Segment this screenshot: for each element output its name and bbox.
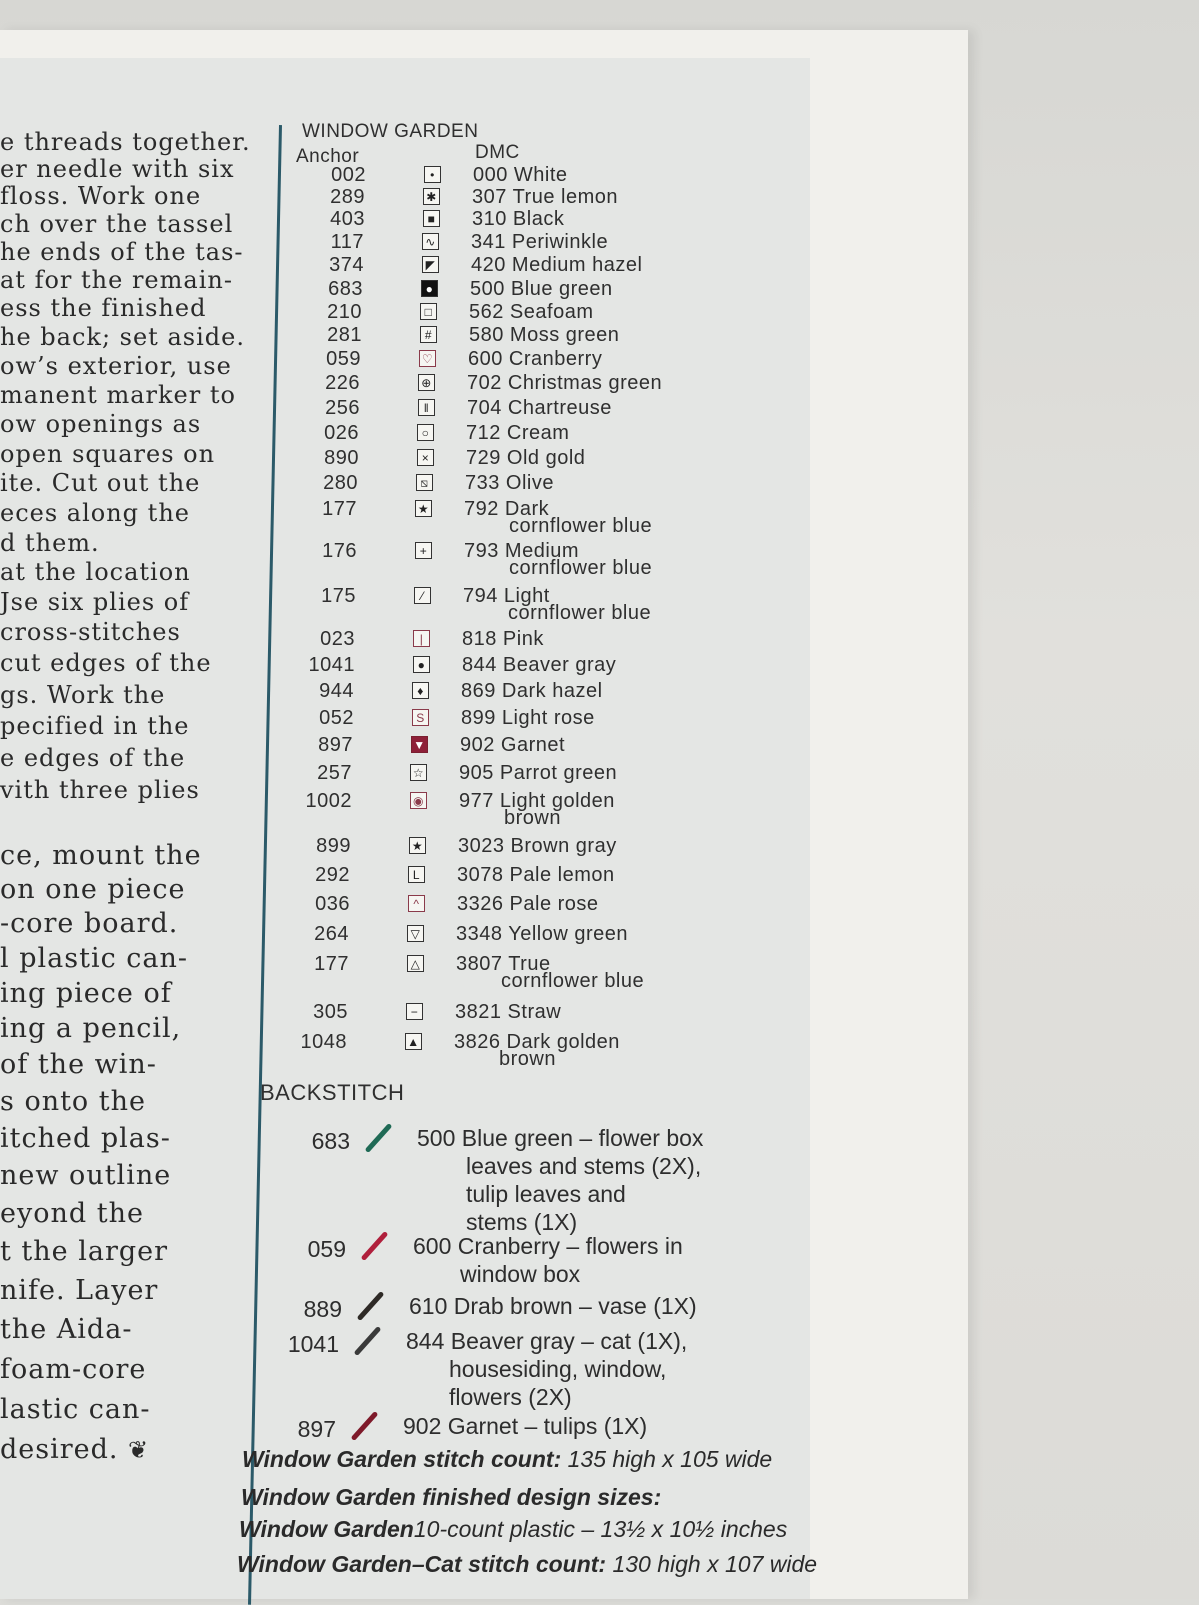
dmc-header: DMC xyxy=(475,142,520,163)
stitch-symbol-icon: ▲ xyxy=(405,1033,422,1050)
anchor-number: 257 xyxy=(317,762,352,784)
instructions-line: ow openings as xyxy=(0,410,202,438)
end-mark-icon: ❦ xyxy=(128,1436,150,1464)
dmc-color-continued: cornflower blue xyxy=(508,602,652,624)
instructions-line: itched plas- xyxy=(0,1123,171,1154)
dmc-color: 712 Cream xyxy=(466,422,570,444)
dmc-color: 902 Garnet xyxy=(460,734,566,756)
instructions-line: open squares on xyxy=(0,440,216,468)
instructions-line: new outline xyxy=(0,1160,172,1191)
instructions-line: Jse six plies of xyxy=(0,588,190,616)
instructions-line: at the location xyxy=(0,558,191,586)
stitch-symbol-icon: ☆ xyxy=(410,764,427,781)
instructions-line: at for the remain- xyxy=(0,266,233,294)
backstitch-anchor: 059 xyxy=(307,1236,346,1262)
anchor-number: 944 xyxy=(319,680,354,702)
anchor-number: 897 xyxy=(318,734,353,756)
anchor-number: 226 xyxy=(325,372,360,394)
instructions-line: ing piece of xyxy=(0,978,172,1009)
instructions-line: he back; set aside. xyxy=(0,323,245,351)
anchor-number: 210 xyxy=(327,301,362,323)
backstitch-text: 902 Garnet – tulips (1X) xyxy=(403,1413,648,1439)
stitch-count-label: Window Garden stitch count: xyxy=(242,1446,562,1472)
dmc-color-continued: cornflower blue xyxy=(509,557,653,579)
anchor-number: 176 xyxy=(322,540,357,562)
stitch-symbol-icon: ♡ xyxy=(419,350,436,367)
dmc-color: 341 Periwinkle xyxy=(471,231,609,253)
stitch-symbol-icon: + xyxy=(415,542,432,559)
dmc-color: 310 Black xyxy=(472,208,565,230)
instructions-line: e edges of the xyxy=(0,744,186,772)
stitch-symbol-icon: ♦ xyxy=(412,682,429,699)
finished-sizes-label: Window Garden finished design sizes: xyxy=(241,1484,662,1510)
finished-sizes-heading xyxy=(241,1484,661,1511)
dmc-color-continued: brown xyxy=(499,1048,556,1070)
backstitch-text: 610 Drab brown – vase (1X) xyxy=(409,1293,697,1319)
backstitch-text: 600 Cranberry – flowers in xyxy=(413,1233,683,1259)
anchor-number: 117 xyxy=(330,231,364,253)
instructions-line: desired. xyxy=(0,1434,119,1465)
anchor-number: 374 xyxy=(329,254,364,276)
dmc-color: 702 Christmas green xyxy=(467,372,663,394)
backstitch-anchor: 889 xyxy=(303,1296,342,1322)
instructions-line: ce, mount the xyxy=(0,840,202,871)
dmc-color: 844 Beaver gray xyxy=(462,654,617,676)
stitch-symbol-icon: △ xyxy=(407,955,424,972)
dmc-color: 3326 Pale rose xyxy=(457,893,599,915)
anchor-number: 1048 xyxy=(300,1031,347,1053)
cat-count-label: Window Garden–Cat stitch count: xyxy=(237,1551,607,1577)
dmc-color: 562 Seafoam xyxy=(469,301,594,323)
stitch-symbol-icon: # xyxy=(420,326,437,343)
instructions-line: ess the finished xyxy=(0,294,207,322)
instructions-line: ow’s exterior, use xyxy=(0,352,232,380)
backstitch-text: 844 Beaver gray – cat (1X), xyxy=(406,1328,688,1354)
dmc-color: 3826 Dark golden xyxy=(454,1031,620,1053)
stitch-symbol-icon: ★ xyxy=(415,500,432,517)
anchor-number: 305 xyxy=(313,1001,348,1023)
dmc-color: 3078 Pale lemon xyxy=(457,864,615,886)
anchor-number: 026 xyxy=(324,422,359,444)
instructions-line: s onto the xyxy=(0,1086,146,1117)
instructions-line: cut edges of the xyxy=(0,649,212,677)
anchor-number: 280 xyxy=(323,472,358,494)
stitch-symbol-icon: ◤ xyxy=(422,256,439,273)
stitch-symbol-icon: ▼ xyxy=(411,736,428,753)
stitch-symbol-icon: − xyxy=(406,1003,423,1020)
stitch-symbol-icon: ⧅ xyxy=(416,474,433,491)
instructions-line: the Aida- xyxy=(0,1314,133,1345)
anchor-number: 264 xyxy=(314,923,349,945)
backstitch-text: flowers (2X) xyxy=(449,1384,572,1410)
anchor-number: 177 xyxy=(322,498,357,520)
dmc-color-continued: cornflower blue xyxy=(501,970,645,992)
anchor-number: 052 xyxy=(319,707,354,729)
instructions-line: eces along the xyxy=(0,499,190,527)
stitch-symbol-icon: ▽ xyxy=(407,925,424,942)
anchor-number: 1002 xyxy=(305,790,352,812)
dmc-color: 793 Medium xyxy=(464,540,580,562)
dmc-color: 977 Light golden xyxy=(459,790,615,812)
dmc-color: 792 Dark xyxy=(464,498,550,520)
instructions-line: ch over the tassel xyxy=(0,210,234,238)
instructions-line: t the larger xyxy=(0,1236,169,1267)
instructions-line: on one piece xyxy=(0,874,186,905)
stitch-symbol-icon: ⊕ xyxy=(418,374,435,391)
instructions-line: gs. Work the xyxy=(0,681,166,709)
stitch-count xyxy=(242,1446,772,1473)
dmc-color: 3821 Straw xyxy=(455,1001,562,1023)
instructions-line: of the win- xyxy=(0,1049,157,1080)
dmc-color-continued: brown xyxy=(504,807,561,829)
stitch-symbol-icon: • xyxy=(424,166,441,183)
dmc-color: 600 Cranberry xyxy=(468,348,603,370)
dmc-color: 307 True lemon xyxy=(472,186,618,208)
anchor-number: 023 xyxy=(320,628,355,650)
key-title: WINDOW GARDEN xyxy=(302,121,479,142)
dmc-color: 704 Chartreuse xyxy=(467,397,612,419)
anchor-header: Anchor xyxy=(296,146,360,167)
backstitch-anchor: 897 xyxy=(297,1416,336,1442)
backstitch-anchor: 1041 xyxy=(287,1331,339,1357)
backstitch-text: tulip leaves and xyxy=(466,1181,626,1207)
dmc-color-continued: cornflower blue xyxy=(509,515,653,537)
instructions-line: e threads together. xyxy=(0,128,251,156)
stitch-symbol-icon: | xyxy=(413,630,430,647)
instructions-line: eyond the xyxy=(0,1198,144,1229)
instructions-line: pecified in the xyxy=(0,712,190,740)
anchor-number: 002 xyxy=(331,164,366,186)
instructions-line: he ends of the tas- xyxy=(0,238,244,266)
backstitch-text: housesiding, window, xyxy=(449,1356,667,1382)
instructions-line: cross-stitches xyxy=(0,618,181,646)
finished-size-line xyxy=(239,1516,787,1543)
cat-count-value: 130 high x 107 wide xyxy=(606,1551,818,1577)
backstitch-title: BACKSTITCH xyxy=(260,1080,405,1105)
dmc-color: 500 Blue green xyxy=(470,278,613,300)
dmc-color: 000 White xyxy=(473,164,568,186)
backstitch-text: stems (1X) xyxy=(466,1209,578,1235)
instructions-line: lastic can- xyxy=(0,1394,151,1425)
instructions-line: ite. Cut out the xyxy=(0,469,201,497)
size-value: 10-count plastic – 13½ x 10½ inches xyxy=(413,1516,788,1542)
stitch-symbol-icon: ‖ xyxy=(418,399,435,416)
instructions-line: nife. Layer xyxy=(0,1275,159,1306)
dmc-color: 3023 Brown gray xyxy=(458,835,617,857)
instructions-line: er needle with six xyxy=(0,155,235,183)
anchor-number: 175 xyxy=(321,585,356,607)
stitch-count-value: 135 high x 105 wide xyxy=(561,1446,773,1472)
dmc-color: 869 Dark hazel xyxy=(461,680,603,702)
stitch-symbol-icon: ★ xyxy=(409,837,426,854)
dmc-color: 899 Light rose xyxy=(461,707,595,729)
anchor-number: 403 xyxy=(330,208,365,230)
instructions-line: foam-core xyxy=(0,1354,147,1385)
anchor-number: 890 xyxy=(324,447,359,469)
anchor-number: 683 xyxy=(328,278,363,300)
dmc-color: 3807 True xyxy=(456,953,551,975)
anchor-number: 899 xyxy=(316,835,351,857)
stitch-symbol-icon: ● xyxy=(421,280,438,297)
anchor-number: 289 xyxy=(330,186,365,208)
instructions-line: vith three plies xyxy=(0,776,200,804)
stitch-symbol-icon: ◉ xyxy=(410,792,427,809)
cat-stitch-count xyxy=(237,1551,817,1578)
instructions-line: -core board. xyxy=(0,908,179,939)
stitch-symbol-icon: ○ xyxy=(417,424,434,441)
stitch-symbol-icon: ✱ xyxy=(423,188,440,205)
anchor-number: 281 xyxy=(327,324,362,346)
size-label: Window Garden xyxy=(239,1516,414,1542)
stitch-symbol-icon: × xyxy=(417,449,434,466)
dmc-color: 905 Parrot green xyxy=(459,762,618,784)
instructions-line: d them. xyxy=(0,529,100,557)
backstitch-text: window box xyxy=(460,1261,581,1287)
dmc-color: 818 Pink xyxy=(462,628,544,650)
instructions-line: ing a pencil, xyxy=(0,1013,182,1044)
backstitch-text: 500 Blue green – flower box xyxy=(417,1125,704,1151)
stitch-symbol-icon: ^ xyxy=(408,895,425,912)
anchor-number: 036 xyxy=(315,893,350,915)
stitch-symbol-icon: □ xyxy=(420,303,437,320)
instructions-line: floss. Work one xyxy=(0,182,202,210)
anchor-number: 059 xyxy=(326,348,361,370)
dmc-color: 733 Olive xyxy=(465,472,554,494)
stitch-symbol-icon: ∿ xyxy=(422,233,439,250)
dmc-color: 3348 Yellow green xyxy=(456,923,628,945)
stitch-symbol-icon: ⁄ xyxy=(414,587,431,604)
stitch-symbol-icon: ● xyxy=(413,656,430,673)
dmc-color: 794 Light xyxy=(463,585,550,607)
dmc-color: 580 Moss green xyxy=(469,324,620,346)
instructions-line: l plastic can- xyxy=(0,943,189,974)
stitch-symbol-icon: S xyxy=(412,709,429,726)
dmc-color: 420 Medium hazel xyxy=(471,254,643,276)
dmc-color: 729 Old gold xyxy=(466,447,586,469)
stitch-symbol-icon: ■ xyxy=(423,210,440,227)
anchor-number: 292 xyxy=(315,864,350,886)
anchor-number: 177 xyxy=(314,953,349,975)
backstitch-anchor: 683 xyxy=(311,1128,350,1154)
anchor-number: 256 xyxy=(325,397,360,419)
anchor-number: 1041 xyxy=(308,654,355,676)
backstitch-text: leaves and stems (2X), xyxy=(466,1153,702,1179)
stitch-symbol-icon: L xyxy=(408,866,425,883)
instructions-line: manent marker to xyxy=(0,381,236,409)
